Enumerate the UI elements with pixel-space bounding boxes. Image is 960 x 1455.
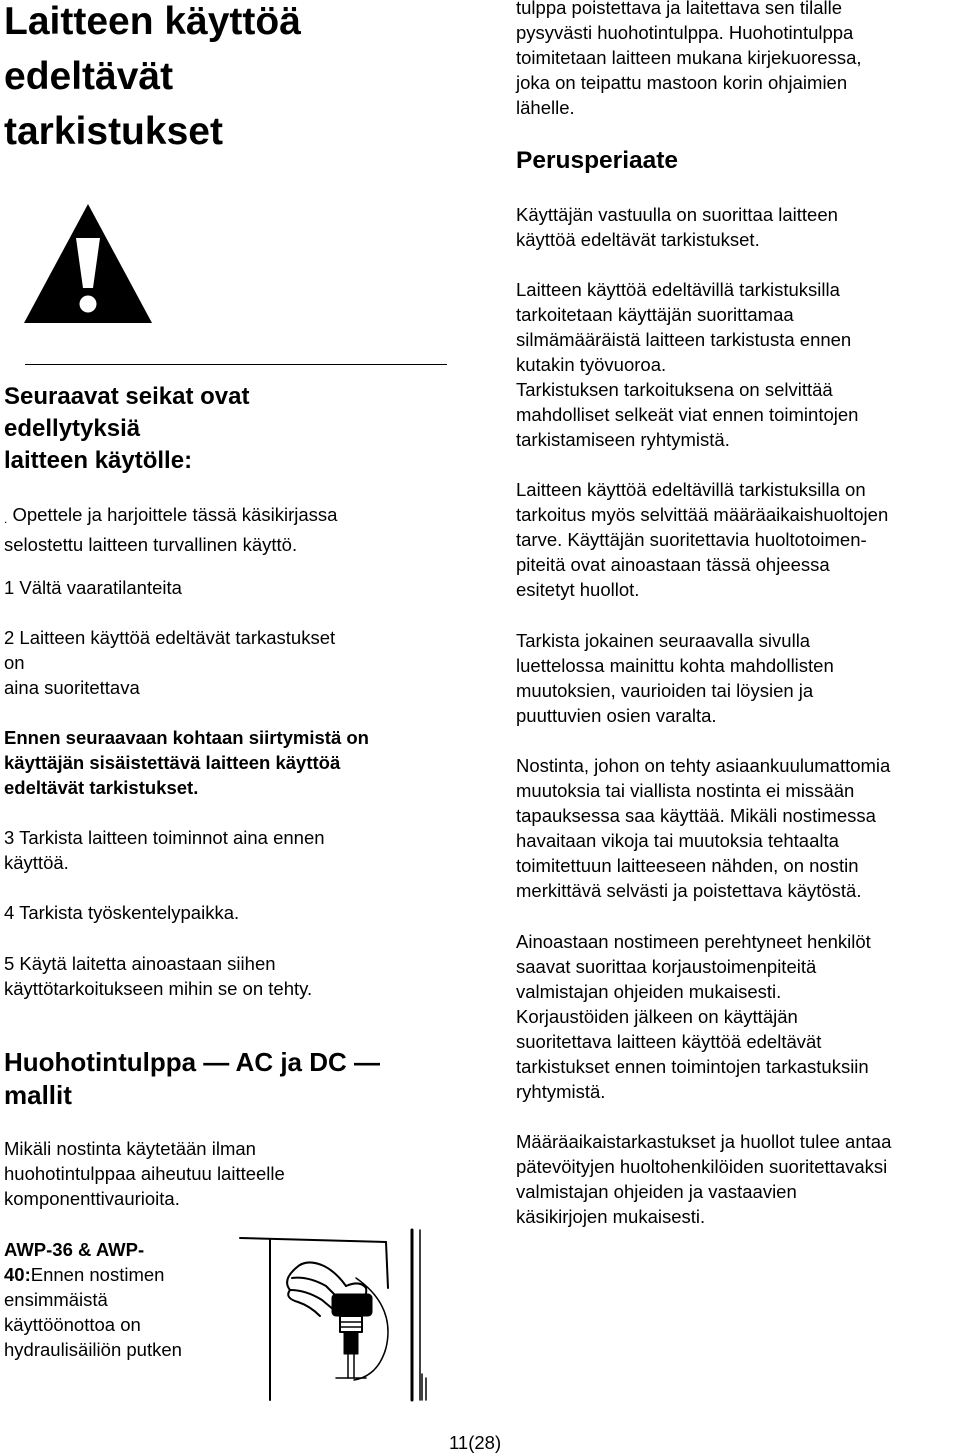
text-line: Nostinta, johon on tehty asiaankuulumattomia <box>516 755 891 776</box>
text-line: selostettu laitteen turvallinen käyttö. <box>4 534 298 555</box>
heading-line: Seuraavat seikat ovat <box>4 383 250 410</box>
text-line: käyttöä. <box>4 852 69 873</box>
text-line: silmämääräistä laitteen tarkistusta ennen <box>516 329 852 350</box>
text-line: valmistajan ohjeiden mukaisesti. <box>516 981 782 1002</box>
awp-paragraph <box>4 1237 182 1362</box>
list-item-1: 1 Vältä vaaratilanteita <box>4 577 182 598</box>
text-line: 2 Laitteen käyttöä edeltävät tarkastukset <box>4 627 336 648</box>
text-line: käsikirjojen mukaisesti. <box>516 1206 706 1227</box>
text-line: Ennen seuraavaan kohtaan siirtymistä on <box>4 727 369 748</box>
section-divider <box>25 364 447 365</box>
text-line: tarve. Käyttäjän suoritettavia huoltotoimen- <box>516 529 867 550</box>
bullet-dot: . <box>4 512 8 526</box>
text-line: tarkistukset ennen toimintojen tarkastuksiin <box>516 1056 869 1077</box>
text-line: Ainoastaan nostimeen perehtyneet henkilöt <box>516 931 871 952</box>
text-line: merkittävä selvästi ja poistettava käytöstä. <box>516 880 862 901</box>
list-item-3 <box>4 825 325 875</box>
text-line: muutoksien, vaurioiden tai löysien ja <box>516 680 814 701</box>
principle-para-3 <box>516 477 888 602</box>
principle-para-1 <box>516 202 838 252</box>
text-line: havaitaan vikoja tai muutoksia tehtaalta <box>516 830 839 851</box>
text-line: lähelle. <box>516 97 575 118</box>
text-line: 3 Tarkista laitteen toiminnot aina ennen <box>4 827 325 848</box>
text-line: ensimmäistä <box>4 1289 108 1310</box>
text-line: on <box>4 652 25 673</box>
text-line: edeltävät tarkistukset. <box>4 777 199 798</box>
page-title-line: edeltävät <box>4 55 174 98</box>
text-fragment: Ennen nostimen <box>30 1264 165 1285</box>
heading-line: laitteen käytölle: <box>4 447 193 474</box>
principle-para-7 <box>516 1129 891 1229</box>
text-line: hydraulisäiliön putken <box>4 1339 182 1360</box>
text-line: Määräaikaistarkastukset ja huollot tulee antaa <box>516 1131 892 1152</box>
text-line: Mikäli nostinta käytetään ilman <box>4 1138 256 1159</box>
text-line: esitetyt huollot. <box>516 579 640 600</box>
bold-notice <box>4 725 369 800</box>
text-line: AWP-36 & AWP- <box>4 1239 145 1260</box>
prerequisites-heading <box>4 382 249 476</box>
text-line: luettelossa mainittu kohta mahdollisten <box>516 655 834 676</box>
text-line: tapauksessa saa käyttää. Mikäli nostimessa <box>516 805 876 826</box>
text-line: toimitettuun laitteeseen nähden, on nostin <box>516 855 859 876</box>
text-line: tarkoitus myös selvittää määräaikaishuoltojen <box>516 504 889 525</box>
principle-para-5 <box>516 753 890 903</box>
text-line: mahdolliset selkeät viat ennen toimintojen <box>516 404 859 425</box>
text-line: Tarkista jokainen seuraavalla sivulla <box>516 630 811 651</box>
intro-paragraph <box>4 502 337 557</box>
text-line: Tarkistuksen tarkoituksena on selvittää <box>516 379 833 400</box>
text-line: Korjaustöiden jälkeen on käyttäjän <box>516 1006 798 1027</box>
text-line: aina suoritettava <box>4 677 140 698</box>
text-line: käyttötarkoitukseen mihin se on tehty. <box>4 978 313 999</box>
text-line: Käyttäjän vastuulla on suorittaa laitteen <box>516 204 838 225</box>
list-item-2 <box>4 625 335 700</box>
text-line: Laitteen käyttöä edeltävillä tarkistuksilla <box>516 279 840 300</box>
text-line: suoritettava laitteen käyttöä edeltävät <box>516 1031 822 1052</box>
text-line: kutakin työvuoroa. <box>516 354 667 375</box>
text-line: tarkistamiseen ryhtymistä. <box>516 429 730 450</box>
text-line: tulppa poistettava ja laitettava sen tilalle <box>516 0 843 18</box>
principle-para-6 <box>516 929 871 1104</box>
text-line: käyttöönottoa on <box>4 1314 141 1335</box>
text-line: pätevöityjen huoltohenkilöiden suoritettavaksi <box>516 1156 888 1177</box>
heading-line: edellytyksiä <box>4 415 141 442</box>
text-line: käyttäjän sisäistettävä laitteen käyttöä <box>4 752 341 773</box>
text-line: joka on teipattu mastoon korin ohjaimien <box>516 72 848 93</box>
text-line: valmistajan ohjeiden ja vastaavien <box>516 1181 797 1202</box>
principle-heading: Perusperiaate <box>516 147 679 174</box>
page-number: 11(28) <box>449 1432 502 1453</box>
list-item-4: 4 Tarkista työskentelypaikka. <box>4 902 240 923</box>
text-line: komponenttivaurioita. <box>4 1188 180 1209</box>
text-line: Opettele ja harjoittele tässä käsikirjassa <box>7 504 338 525</box>
warning-triangle-icon <box>22 202 154 326</box>
text-line: käyttöä edeltävät tarkistukset. <box>516 229 760 250</box>
text-line: piteitä ovat ainoastaan tässä ohjeessa <box>516 554 830 575</box>
text-line: pysyvästi huohotintulppa. Huohotintulppa <box>516 22 854 43</box>
text-line: huohotintulppaa aiheutuu laitteelle <box>4 1163 285 1184</box>
text-line: muutoksia tai viallista nostinta ei missään <box>516 780 855 801</box>
page-title-line: Laitteen käyttöä <box>4 0 301 43</box>
breather-cap-paragraph <box>4 1136 285 1211</box>
continued-paragraph <box>516 0 862 120</box>
model-label: 40: <box>4 1264 31 1285</box>
text-line: tarkoitetaan käyttäjän suorittamaa <box>516 304 794 325</box>
text-line: Laitteen käyttöä edeltävillä tarkistuksilla on <box>516 479 866 500</box>
page-title-line: tarkistukset <box>4 110 223 153</box>
text-line: saavat suorittaa korjaustoimenpiteitä <box>516 956 817 977</box>
heading-line: Huohotintulppa — AC ja DC — <box>4 1047 380 1077</box>
principle-para-2 <box>516 277 858 452</box>
text-line: 5 Käytä laitetta ainoastaan siihen <box>4 953 276 974</box>
text-line: ryhtymistä. <box>516 1081 606 1102</box>
breather-cap-illustration <box>236 1228 436 1403</box>
text-line: puuttuvien osien varalta. <box>516 705 717 726</box>
breather-cap-heading <box>4 1046 380 1112</box>
list-item-5 <box>4 951 312 1001</box>
principle-para-4 <box>516 628 834 728</box>
text-line: toimitetaan laitteen mukana kirjekuoressa, <box>516 47 862 68</box>
page-title <box>4 0 301 159</box>
heading-line: mallit <box>4 1080 72 1110</box>
